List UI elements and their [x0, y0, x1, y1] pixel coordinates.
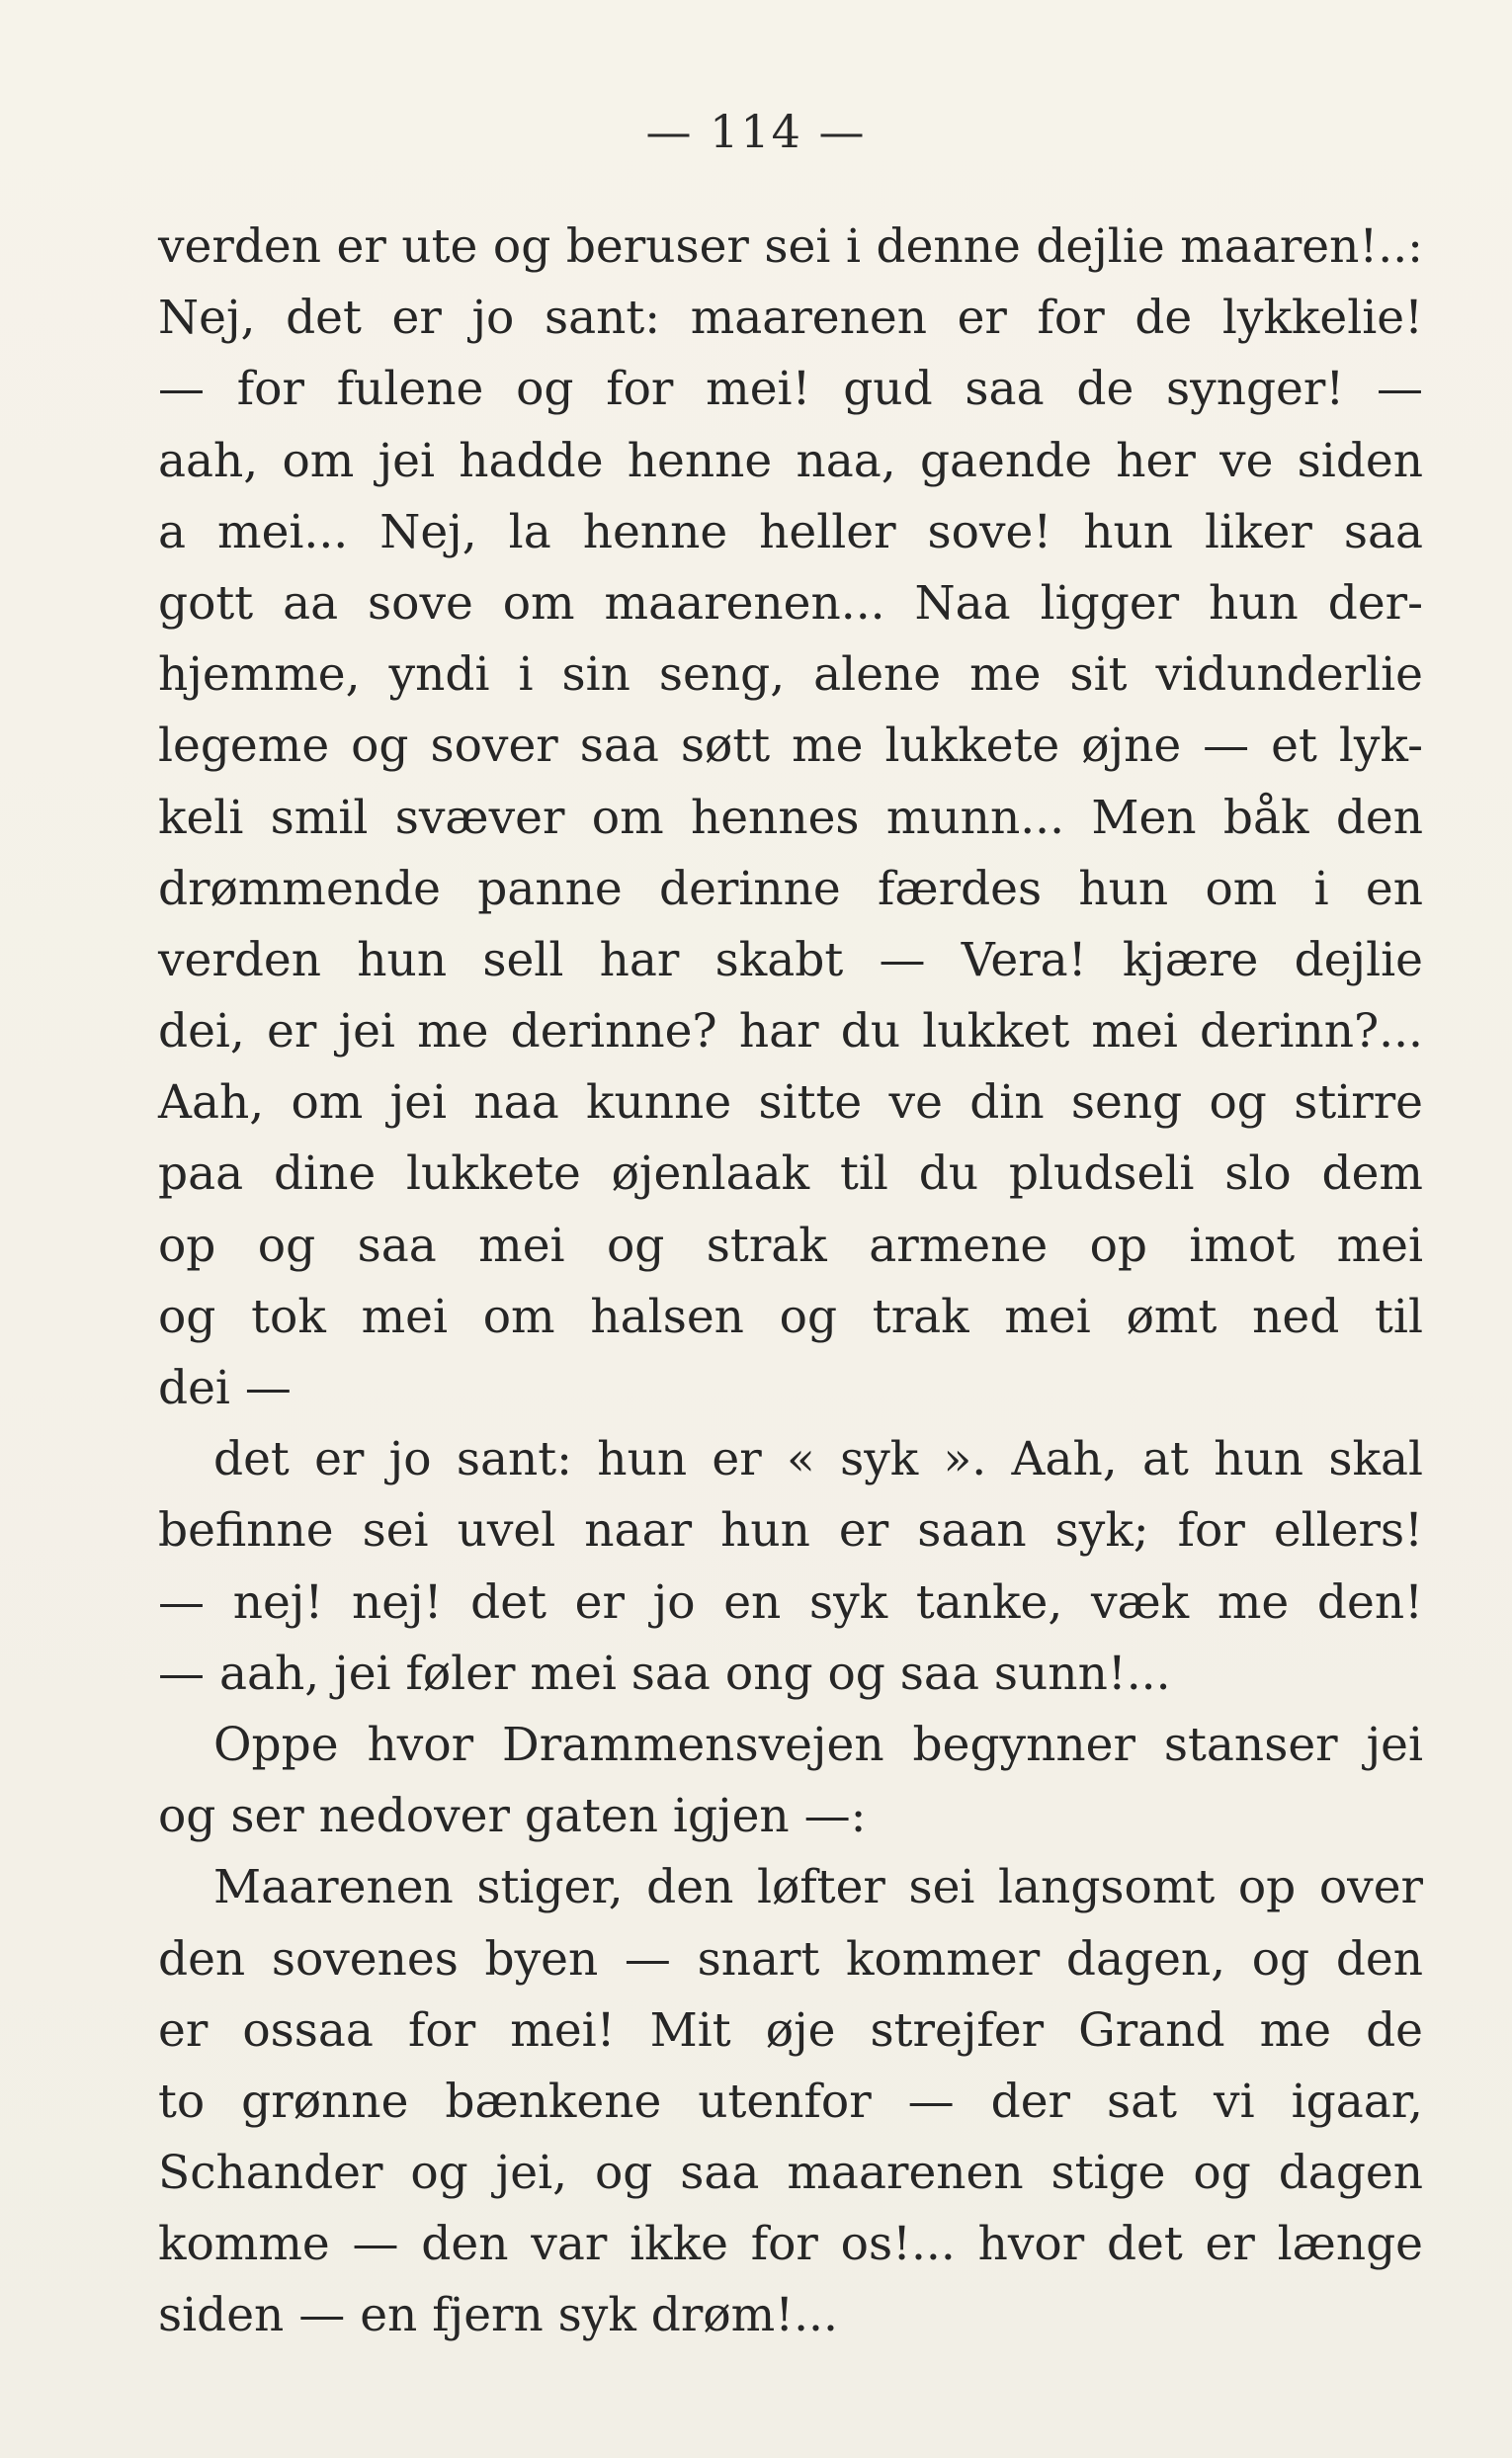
text-line: Schander og jei, og saa maarenen stige og dagen — [158, 2146, 1423, 2201]
text-line: verden hun sell har skabt — Vera! kjære dejlie — [158, 932, 1423, 987]
text-line: drømmende panne derinne færdes hun om i en — [158, 861, 1423, 916]
text-line: er ossaa for mei! Mit øje strejfer Grand me de — [158, 2002, 1423, 2058]
text-line: legeme og sover saa søtt me lukkete øjne — et lyk- — [158, 719, 1423, 774]
text-line: to grønne bænkene utenfor — der sat vi igaar, — [158, 2074, 1423, 2129]
text-line: aah, om jei hadde henne naa, gaende her ve siden — [158, 433, 1423, 488]
text-line: — for fulene og for mei! gud saa de synger! — — [158, 362, 1423, 417]
text-line: og tok mei om halsen og trak mei ømt ned til — [158, 1289, 1423, 1344]
text-line: siden — en fjern syk drøm!... — [158, 2288, 838, 2343]
text-line: dei, er jei me derinne? har du lukket mei derinn?... — [158, 1004, 1423, 1059]
text-line: — nej! nej! det er jo en syk tanke, væk me den! — [158, 1574, 1423, 1630]
text-line: verden er ute og beruser sei i denne dejlie maaren!..: — [158, 219, 1423, 274]
text-line: Oppe hvor Drammensvejen begynner stanser jei — [213, 1717, 1423, 1772]
text-line: og ser nedover gaten igjen —: — [158, 1789, 867, 1844]
text-line: Maarenen stiger, den løfter sei langsomt op over — [213, 1860, 1423, 1915]
text-line: dei — — [158, 1361, 292, 1415]
text-line: Aah, om jei naa kunne sitte ve din seng og stirre — [158, 1075, 1423, 1131]
page-number: — 114 — — [645, 105, 867, 158]
text-line: det er jo sant: hun er « syk ». Aah, at hun skal — [213, 1432, 1423, 1487]
text-line: den sovenes byen — snart kommer dagen, og den — [158, 1931, 1423, 1987]
text-line: — aah, jei føler mei saa ong og saa sunn!... — [158, 1646, 1171, 1701]
text-line: op og saa mei og strak armene op imot mei — [158, 1218, 1423, 1273]
text-line: Nej, det er jo sant: maarenen er for de lykkelie! — [158, 291, 1423, 346]
text-line: a mei... Nej, la henne heller sove! hun liker saa — [158, 504, 1423, 559]
text-line: komme — den var ikke for os!... hvor det er længe — [158, 2217, 1423, 2272]
text-line: befinne sei uvel naar hun er saan syk; for ellers! — [158, 1503, 1423, 1559]
text-line: gott aa sove om maarenen... Naa ligger hun der- — [158, 575, 1423, 631]
body-text — [158, 212, 1423, 2352]
text-line: keli smil svæver om hennes munn... Men båk den — [158, 790, 1423, 845]
text-line: hjemme, yndi i sin seng, alene me sit vidunderlie — [158, 647, 1423, 703]
text-line: paa dine lukkete øjenlaak til du pludseli slo dem — [158, 1146, 1423, 1202]
